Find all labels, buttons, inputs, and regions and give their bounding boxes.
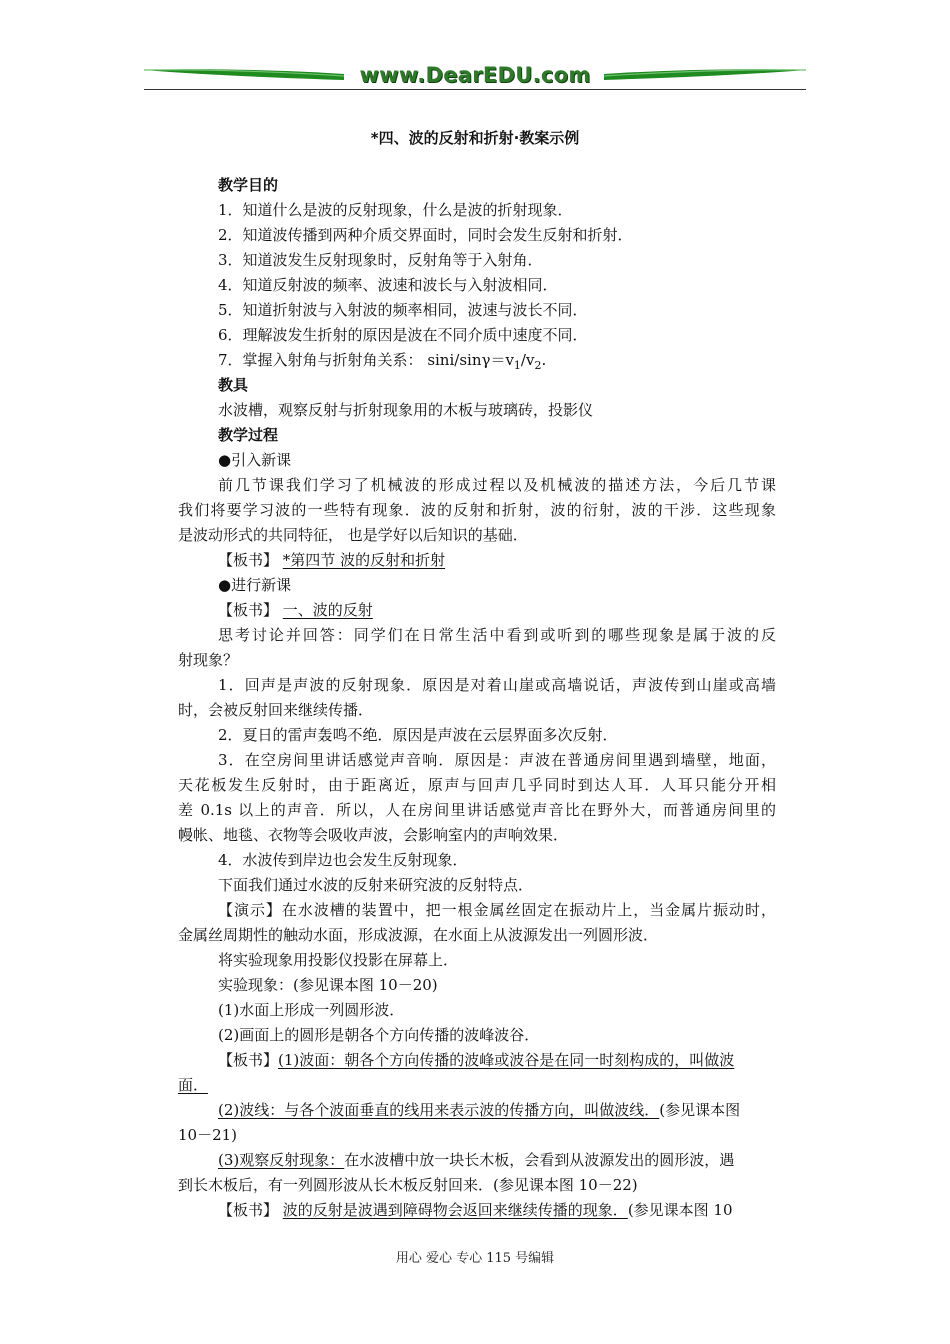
document-title: *四、波的反射和折射·教案示例 [370, 129, 580, 147]
objective-item-formula: 7．掌握入射角与折射角关系： sini/$\sin\gamma=v_1/v_2$. [218, 351, 547, 372]
paragraph-line: 金属丝周期性的触动水面，形成波源，在水面上从波源发出一列圆形波． [178, 926, 659, 944]
board-tag: 【板书】 [218, 1201, 279, 1219]
paragraph-line: 前几节课我们学习了机械波的形成过程以及机械波的描述方法，今后几节课 [218, 476, 776, 494]
paragraph-line: 【演示】在水波槽的装置中，把一根金属丝固定在振动片上，当金属片振动时， [218, 901, 776, 919]
objective-item: 4．知道反射波的频率、波速和波长与入射波相同． [218, 276, 558, 294]
page-header [144, 60, 806, 92]
objectives-heading: 教学目的 [218, 176, 279, 194]
paragraph-line: 射现象？ [178, 651, 239, 669]
paragraph-line: (1)水面上形成一列圆形波． [218, 1001, 405, 1019]
process-heading: 教学过程 [218, 426, 279, 444]
intro-bullet: ●引入新课 [218, 451, 292, 469]
objective-item: 2．知道波传播到两种介质交界面时，同时会发生反射和折射． [218, 226, 633, 244]
objective-item: 3．知道波发生反射现象时，反射角等于入射角． [218, 251, 543, 269]
paragraph-line: (2)波线：与各个波面垂直的线用来表示波的传播方向，叫做波线．(参见课本图 [218, 1101, 741, 1119]
paragraph-line: 我们将要学习波的一些特有现象．波的反射和折射，波的衍射，波的干涉．这些现象 [178, 501, 776, 519]
board-text: 波的反射是波遇到障碍物会返回来继续传播的现象． [282, 1201, 628, 1219]
board-tag: 【板书】 [218, 601, 279, 619]
paragraph-line: 差 0.1s 以上的声音．所以，人在房间里讲话感觉声音比在野外大，而普通房间里的 [178, 801, 776, 819]
board-text: (1)波面：朝各个方向传播的波峰或波谷是在同一时刻构成的，叫做波 [278, 1051, 735, 1069]
paragraph-line: (2)画面上的圆形是朝各个方向传播的波峰波谷． [218, 1026, 540, 1044]
tools-heading: 教具 [218, 376, 249, 394]
new-lesson-bullet: ●进行新课 [218, 576, 292, 594]
tools-text: 水波槽，观察反射与折射现象用的木板与玻璃砖，投影仪 [218, 401, 594, 419]
paragraph-line: 3．在空房间里讲话感觉声音响．原因是：声波在普通房间里遇到墙壁，地面， [218, 751, 776, 769]
board-note: 【板书】 波的反射是波遇到障碍物会返回来继续传播的现象．(参见课本图 10 [218, 1201, 733, 1219]
paragraph-line: 天花板发生反射时，由于距离近，原声与回声几乎同时到达人耳．人耳只能分开相 [178, 776, 776, 794]
paragraph-line: 幔帐、地毯、衣物等会吸收声波，会影响室内的声响效果． [178, 826, 569, 844]
paragraph-line: 面． [178, 1076, 209, 1094]
board-tag: 【板书】 [218, 1051, 279, 1069]
paragraph-line: 将实验现象用投影仪投影在屏幕上． [218, 951, 459, 969]
objective-item: 6．理解波发生折射的原因是波在不同介质中速度不同． [218, 326, 588, 344]
board-note [178, 548, 776, 573]
paragraph-line: 时，会被反射回来继续传播． [178, 701, 374, 719]
header-rule [144, 89, 806, 90]
paragraph-line: 4．水波传到岸边也会发生反射现象． [218, 851, 468, 869]
board-text: 一、波的反射 [282, 601, 373, 619]
board-tag: 【板书】 [218, 551, 279, 569]
board-note [178, 598, 776, 623]
paragraph-line: (3)观察反射现象：在水波槽中放一块长木板，会看到从波源发出的圆形波，遇 [218, 1151, 735, 1169]
site-logo[interactable]: www.DearEDU.com [359, 63, 591, 87]
page-footer: 用心 爱心 专心 115 号编辑 [395, 1251, 555, 1266]
board-text: *第四节 波的反射和折射 [282, 551, 446, 569]
paragraph-line: 1．回声是声波的反射现象．原因是对着山崖或高墙说话，声波传到山崖或高墙 [218, 676, 776, 694]
objective-item: 1．知道什么是波的反射现象，什么是波的折射现象． [218, 201, 573, 219]
paragraph-line: 实验现象：(参见课本图 10－20) [218, 976, 438, 994]
paragraph-line: 是波动形式的共同特征， 也是学好以后知识的基础． [178, 526, 528, 544]
paragraph-line: 2．夏日的雷声轰鸣不绝．原因是声波在云层界面多次反射． [218, 726, 618, 744]
paragraph-line: 到长木板后，有一列圆形波从长木板反射回来．(参见课本图 10－22) [178, 1176, 638, 1194]
paragraph-line: 思考讨论并回答：同学们在日常生活中看到或听到的哪些现象是属于波的反 [218, 626, 776, 644]
paragraph-line: 10－21) [178, 1126, 238, 1144]
board-note [178, 1048, 776, 1073]
objective-item: 5．知道折射波与入射波的频率相同，波速与波长不同． [218, 301, 588, 319]
document-body [178, 173, 776, 1223]
paragraph-line: 下面我们通过水波的反射来研究波的反射特点． [218, 876, 534, 894]
